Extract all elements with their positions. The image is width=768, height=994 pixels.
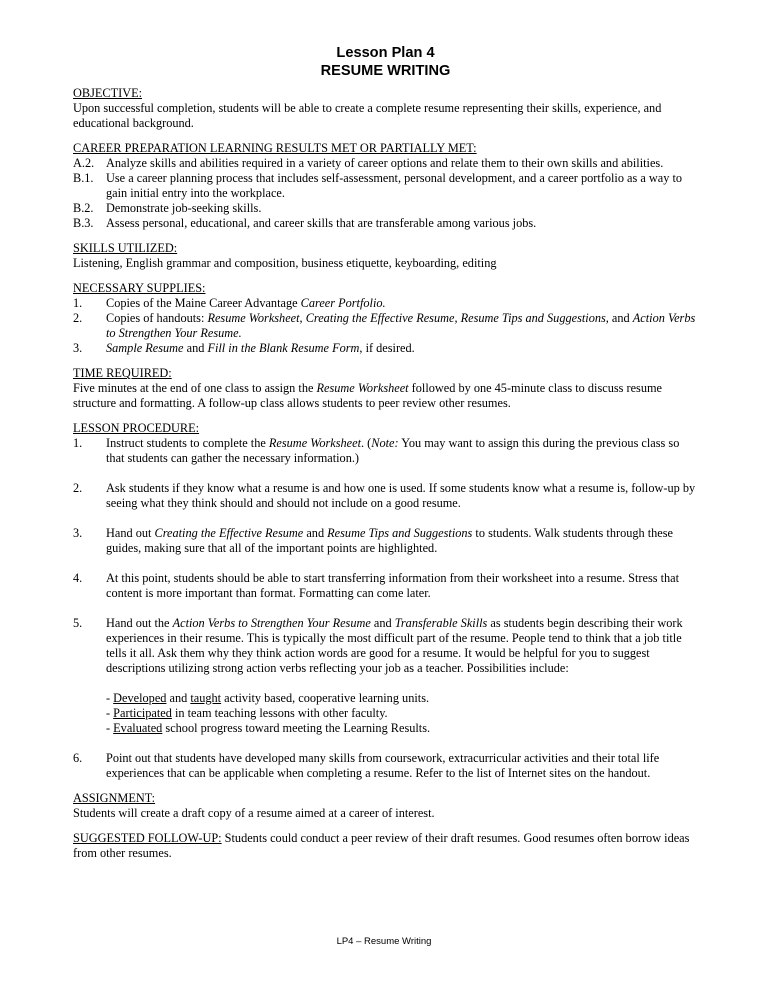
title-line-2: RESUME WRITING xyxy=(320,63,451,79)
time-section xyxy=(73,366,698,411)
example-item: - Developed and taught activity based, cooperative learning units. xyxy=(106,691,430,705)
example-item: - Evaluated school progress toward meeting the Learning Results. xyxy=(106,721,431,735)
supply-item-label: 3. xyxy=(73,341,83,355)
procedure-step-text: Instruct students to complete the Resume Worksheet. (Note: You may want to assign this during the previous class so that students can gather the necessary information.) xyxy=(106,436,680,465)
procedure-step-label: 4. xyxy=(73,571,83,585)
supply-item xyxy=(73,311,698,341)
career-item-text: Assess personal, educational, and career skills that are transferable among various jobs. xyxy=(106,216,537,230)
procedure-step xyxy=(73,481,698,511)
procedure-step xyxy=(73,436,698,466)
assignment-text: Students will create a draft copy of a resume aimed at a career of interest. xyxy=(73,806,435,820)
procedure-section xyxy=(73,421,698,781)
procedure-step-text: Point out that students have developed many skills from coursework, extracurricular activities and their total life experiences that can be applicable when completing a resume. Refer to the list of Internet sites on the handout. xyxy=(106,751,660,780)
skills-text: Listening, English grammar and composition, business etiquette, keyboarding, editing xyxy=(73,256,497,270)
supply-item-label: 1. xyxy=(73,296,83,310)
supply-item-label: 2. xyxy=(73,311,83,325)
objective-section xyxy=(73,86,698,131)
skills-heading: SKILLS UTILIZED: xyxy=(73,241,178,255)
procedure-step xyxy=(73,526,698,556)
procedure-step-text: At this point, students should be able to start transferring information from their worksheet into a resume. Stress that content is more important than format. Formatting can come later. xyxy=(106,571,680,600)
procedure-step xyxy=(73,616,698,736)
career-item-label: A.2. xyxy=(73,156,95,170)
career-item-text: Demonstrate job-seeking skills. xyxy=(106,201,262,215)
career-item xyxy=(73,201,698,216)
career-item-label: B.1. xyxy=(73,171,94,185)
title-line-1: Lesson Plan 4 xyxy=(336,45,435,61)
procedure-step-text: Hand out the Action Verbs to Strengthen Your Resume and Transferable Skills as students begin describing their work experiences in their resume. This is typically the most difficult part of the resume. People tend to think that a job title tells it all. Ask them why they think action words are good for a resume. It would be helpful for you to suggest descriptions utilizing strong action verbs reflecting your job as a teacher. Possibilities include: - Developed and taught activity based, cooperative learning units. - Participated in team teaching lessons with other faculty. - Evaluated school progress toward meeting the Learning Results. xyxy=(106,616,698,736)
document-title xyxy=(73,44,698,80)
career-item-text: Analyze skills and abilities required in a variety of career options and relate them to their own skills and abilities. xyxy=(106,156,664,170)
skills-section xyxy=(73,241,698,271)
career-section xyxy=(73,141,698,231)
supply-item-text: Copies of the Maine Career Advantage Career Portfolio. xyxy=(106,296,386,310)
career-item xyxy=(73,171,698,201)
procedure-step-label: 2. xyxy=(73,481,83,495)
career-item xyxy=(73,216,698,231)
supplies-heading: NECESSARY SUPPLIES: xyxy=(73,281,206,295)
career-heading: CAREER PREPARATION LEARNING RESULTS MET OR PARTIALLY MET: xyxy=(73,141,477,155)
followup-heading: SUGGESTED FOLLOW-UP: xyxy=(73,831,222,845)
time-heading: TIME REQUIRED: xyxy=(73,366,172,380)
followup-text: Students could conduct a peer review of their draft resumes. Good resumes often borrow ideas from other resumes. xyxy=(73,831,690,860)
procedure-step-text: Hand out Creating the Effective Resume and Resume Tips and Suggestions to students. Walk students through these guides, making sure that all of the important points are highlighted. xyxy=(106,526,674,555)
procedure-heading: LESSON PROCEDURE: xyxy=(73,421,200,435)
supply-item xyxy=(73,296,698,311)
supply-item-text: Sample Resume and Fill in the Blank Resume Form, if desired. xyxy=(106,341,415,355)
procedure-step xyxy=(73,751,698,781)
page-footer: LP4 – Resume Writing xyxy=(336,936,432,947)
career-item-label: B.2. xyxy=(73,201,94,215)
career-item-text: Use a career planning process that includes self-assessment, personal development, and a career portfolio as a way to gain initial entry into the workplace. xyxy=(106,171,683,200)
supply-item-text: Copies of handouts: Resume Worksheet, Creating the Effective Resume, Resume Tips and Suggestions, and Action Verbs to Strengthen Your Resume. xyxy=(106,311,696,340)
career-item-label: B.3. xyxy=(73,216,94,230)
example-item: - Participated in team teaching lessons with other faculty. xyxy=(106,706,388,720)
procedure-step-label: 3. xyxy=(73,526,83,540)
time-text: Five minutes at the end of one class to assign the Resume Worksheet followed by one 45-minute class to discuss resume structure and formatting. A follow-up class allows students to peer review other resumes. xyxy=(73,381,663,410)
assignment-heading: ASSIGNMENT: xyxy=(73,791,156,805)
procedure-step-label: 1. xyxy=(73,436,83,450)
procedure-step-text: Ask students if they know what a resume is and how one is used. If some students know what a resume is, follow-up by seeing what they think should and should not include on a good resume. xyxy=(106,481,696,510)
assignment-section xyxy=(73,791,698,821)
supply-item xyxy=(73,341,698,356)
followup-section xyxy=(73,831,698,861)
career-item xyxy=(73,156,698,171)
objective-heading: OBJECTIVE: xyxy=(73,86,142,100)
procedure-step xyxy=(73,571,698,601)
document-page xyxy=(73,44,698,861)
objective-text: Upon successful completion, students will be able to create a complete resume representing their skills, experience, and educational background. xyxy=(73,101,662,130)
procedure-step-label: 6. xyxy=(73,751,83,765)
supplies-section xyxy=(73,281,698,356)
procedure-step-label: 5. xyxy=(73,616,83,630)
example-list xyxy=(106,691,698,736)
